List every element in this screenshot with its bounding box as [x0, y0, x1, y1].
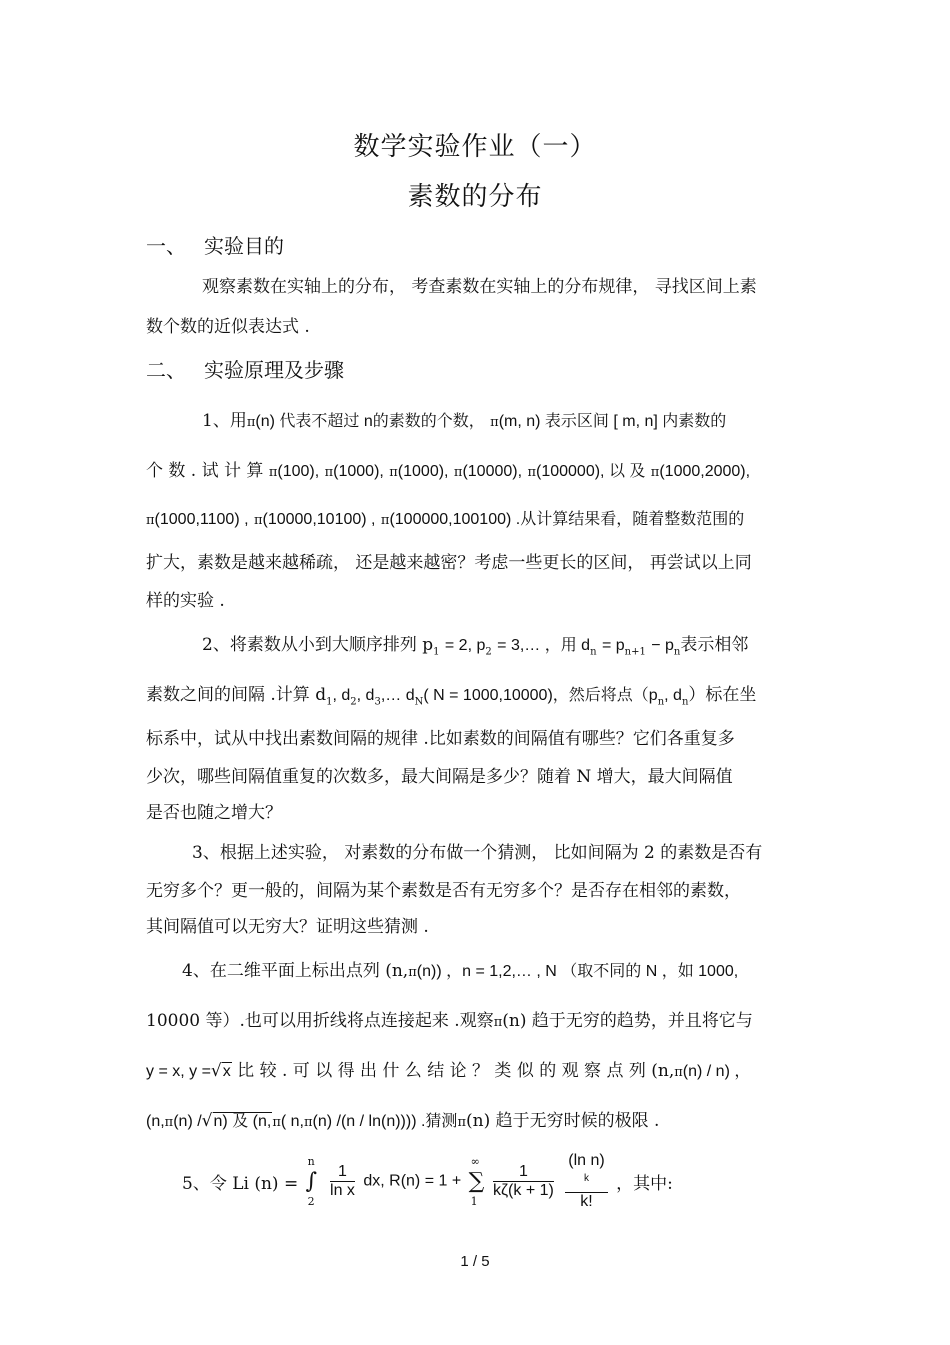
- p1-line-3: [146, 506, 744, 529]
- text: (1000,1100) ,: [154, 511, 249, 528]
- sum-glyph: ∑: [468, 1168, 485, 1194]
- subscript: 2: [485, 646, 492, 658]
- pi-symbol: π: [246, 415, 256, 430]
- text: (100),: [277, 463, 320, 480]
- text: (n,: [146, 1113, 165, 1130]
- integral-glyph: ∫: [305, 1168, 318, 1194]
- text: (n) / n) ，: [682, 1063, 751, 1080]
- text: (10000),: [462, 463, 523, 480]
- integral-symbol: [304, 1154, 322, 1208]
- pi-symbol: π: [324, 465, 334, 480]
- sqrt-radicand: x: [222, 1063, 231, 1080]
- text: , d: [664, 687, 682, 704]
- text: ( N = 1000,10000)，然后将点（p: [423, 687, 658, 704]
- p2-line-3: 标系中，试从中找出素数间隔的规律 .比如素数的间隔值有哪些？它们各重复多: [146, 729, 735, 749]
- subscript: n: [590, 646, 597, 658]
- pi-symbol: π: [493, 1015, 503, 1030]
- subscript: n: [673, 646, 681, 658]
- sec1-line-1: 观察素数在实轴上的分布， 考查素数在实轴上的分布规律， 寻找区间上素: [202, 277, 757, 297]
- sum-symbol: [467, 1154, 485, 1208]
- subscript: n: [681, 696, 689, 708]
- text: (1000,2000),: [659, 463, 751, 480]
- sum-upper-limit: ∞: [470, 1154, 480, 1168]
- pi-symbol: π: [380, 513, 390, 528]
- p2-line-4: 少次，哪些间隔值重复的次数多，最大间隔是多少？随着 N 增大，最大间隔值: [146, 767, 733, 787]
- text: (100000,100100) .从计算结果看，随着整数范围的: [389, 511, 745, 528]
- pi-symbol: π: [650, 465, 660, 480]
- p1-line-4: 扩大，素数是越来越稀疏， 还是越来越密？考虑一些更长的区间， 再尝试以上同: [146, 553, 752, 573]
- text: − p: [651, 637, 674, 654]
- text: (n) /(n / ln(n)))) .猜测: [312, 1113, 458, 1130]
- p4-line-2: [146, 1006, 753, 1031]
- subscript: n: [657, 696, 665, 708]
- pi-symbol: π: [527, 465, 536, 480]
- text: 表示相邻: [680, 635, 749, 655]
- fraction-1: [330, 1163, 355, 1200]
- subscript: N: [414, 696, 424, 708]
- section-1-number: 一、: [146, 234, 186, 258]
- text: , d: [356, 687, 375, 704]
- text: (n) 趋于无穷的趋势，并且将它与: [502, 1011, 753, 1031]
- text: 1、用: [202, 411, 247, 431]
- section-2-heading: [146, 354, 344, 383]
- numerator: 1: [493, 1163, 554, 1182]
- subscript: 1: [433, 646, 440, 658]
- numerator: [565, 1152, 607, 1193]
- page-number: 1 / 5: [460, 1253, 490, 1270]
- p2-line-1: [202, 630, 748, 657]
- subscript: 1: [326, 696, 333, 708]
- p3-line-2: 无穷多个？更一般的，间隔为某个素数是否有无穷多个？是否存在相邻的素数，: [146, 881, 741, 901]
- subscript: n+1: [624, 646, 646, 658]
- text: 4、在二维平面上标出点列 (n,: [182, 961, 409, 981]
- text: 2、将素数从小到大顺序排列 p: [202, 635, 434, 655]
- text: 10000 等）.也可以用折线将点连接起来 .观察: [146, 1011, 494, 1031]
- pi-symbol: π: [457, 1115, 466, 1130]
- pi-symbol: π: [389, 465, 398, 480]
- pi-symbol: π: [272, 1115, 281, 1130]
- text: = 2, p: [444, 637, 486, 654]
- text: (n) /: [173, 1113, 202, 1130]
- sqrt-radicand: n) 及 (n,: [213, 1113, 272, 1130]
- text: = 3,… ，用 d: [497, 637, 591, 654]
- text: ）标在坐: [688, 685, 757, 705]
- text: 素数之间的间隔 .计算 d: [146, 685, 327, 705]
- denominator: k!: [580, 1193, 593, 1211]
- text: ,… d: [380, 687, 415, 704]
- pi-symbol: π: [303, 1115, 313, 1130]
- doc-subtitle: 素数的分布: [407, 182, 543, 212]
- p4-line-3: y = x, y =√x 比 较 . 可 以 得 出 什 么 结 论 ？ 类 似 的 观 察 点 列 (n,π(n) / n) ，: [146, 1061, 751, 1081]
- pi-symbol: π: [268, 465, 278, 480]
- text: (100000), 以 及: [536, 463, 646, 480]
- text: (1000),: [333, 463, 384, 480]
- pi-symbol: π: [164, 1115, 174, 1130]
- p1-line-1: [202, 406, 726, 431]
- text: ，其中:: [616, 1174, 673, 1195]
- text: (m, n) 表示区间 [ m, n] 内素数的: [498, 413, 727, 430]
- sec1-line-2: 数个数的近似表达式 .: [146, 317, 310, 337]
- fraction-2: [493, 1163, 554, 1200]
- pi-symbol: π: [674, 1065, 683, 1080]
- text: 比 较 . 可 以 得 出 什 么 结 论 ？ 类 似 的 观 察 点 列 (n,: [237, 1061, 675, 1081]
- text: (n) 趋于无穷时候的极限 .: [465, 1111, 660, 1131]
- text: 个 数 . 试 计 算: [146, 461, 264, 481]
- pi-symbol: π: [253, 513, 263, 528]
- p2-line-5: 是否也随之增大？: [146, 803, 282, 823]
- text: = p: [601, 637, 625, 654]
- p4-line-1: [182, 956, 738, 981]
- pi-symbol: π: [490, 415, 499, 430]
- pi-symbol: π: [408, 965, 417, 980]
- subscript: 3: [374, 696, 381, 708]
- subscript: 2: [350, 696, 357, 708]
- section-2-number: 二、: [146, 358, 186, 382]
- text: (10000,10100) ,: [262, 511, 376, 528]
- exponent: k: [583, 1173, 589, 1184]
- pi-symbol: π: [453, 465, 463, 480]
- text: (n) 代表不超过 n的素数的个数，: [255, 413, 485, 430]
- text: ( n,: [280, 1113, 304, 1130]
- text: (n)) ，n = 1,2,… , N （取不同的 N ，如 1000,: [416, 963, 739, 980]
- denominator: kζ(k + 1): [492, 1182, 554, 1200]
- numerator-text: (ln n): [568, 1152, 605, 1169]
- text: 5、令 Li (n) =: [182, 1174, 299, 1195]
- sum-lower-limit: 1: [470, 1194, 478, 1208]
- p5-formula-line: [182, 1152, 673, 1211]
- numerator: 1: [330, 1163, 355, 1182]
- pi-symbol: π: [146, 513, 155, 528]
- doc-title: 数学实验作业（一）: [353, 132, 597, 162]
- text: y = x, y =: [146, 1063, 211, 1080]
- text: dx, R(n) = 1 +: [363, 1172, 462, 1190]
- text: , d: [332, 687, 351, 704]
- p4-line-4: (n,π(n) /√n) 及 (n,π( n,π(n) /(n / ln(n)))) .猜测π(n) 趋于无穷时候的极限 .: [146, 1111, 660, 1131]
- integral-lower-limit: 2: [307, 1194, 315, 1208]
- p3-line-1: 3、根据上述实验， 对素数的分布做一个猜测， 比如间隔为 2 的素数是否有: [192, 843, 763, 863]
- section-1-title: 实验目的: [204, 234, 284, 258]
- p3-line-3: 其间隔值可以无穷大？证明这些猜测 .: [146, 917, 429, 937]
- denominator: ln x: [330, 1182, 355, 1200]
- p2-line-2: [146, 680, 756, 707]
- fraction-3: [565, 1152, 607, 1211]
- section-2-title: 实验原理及步骤: [204, 358, 344, 382]
- section-1-heading: [146, 230, 284, 259]
- text: (1000),: [397, 463, 449, 480]
- integral-upper-limit: n: [307, 1154, 315, 1168]
- p1-line-5: 样的实验 .: [146, 591, 225, 611]
- p1-line-2: [146, 456, 750, 481]
